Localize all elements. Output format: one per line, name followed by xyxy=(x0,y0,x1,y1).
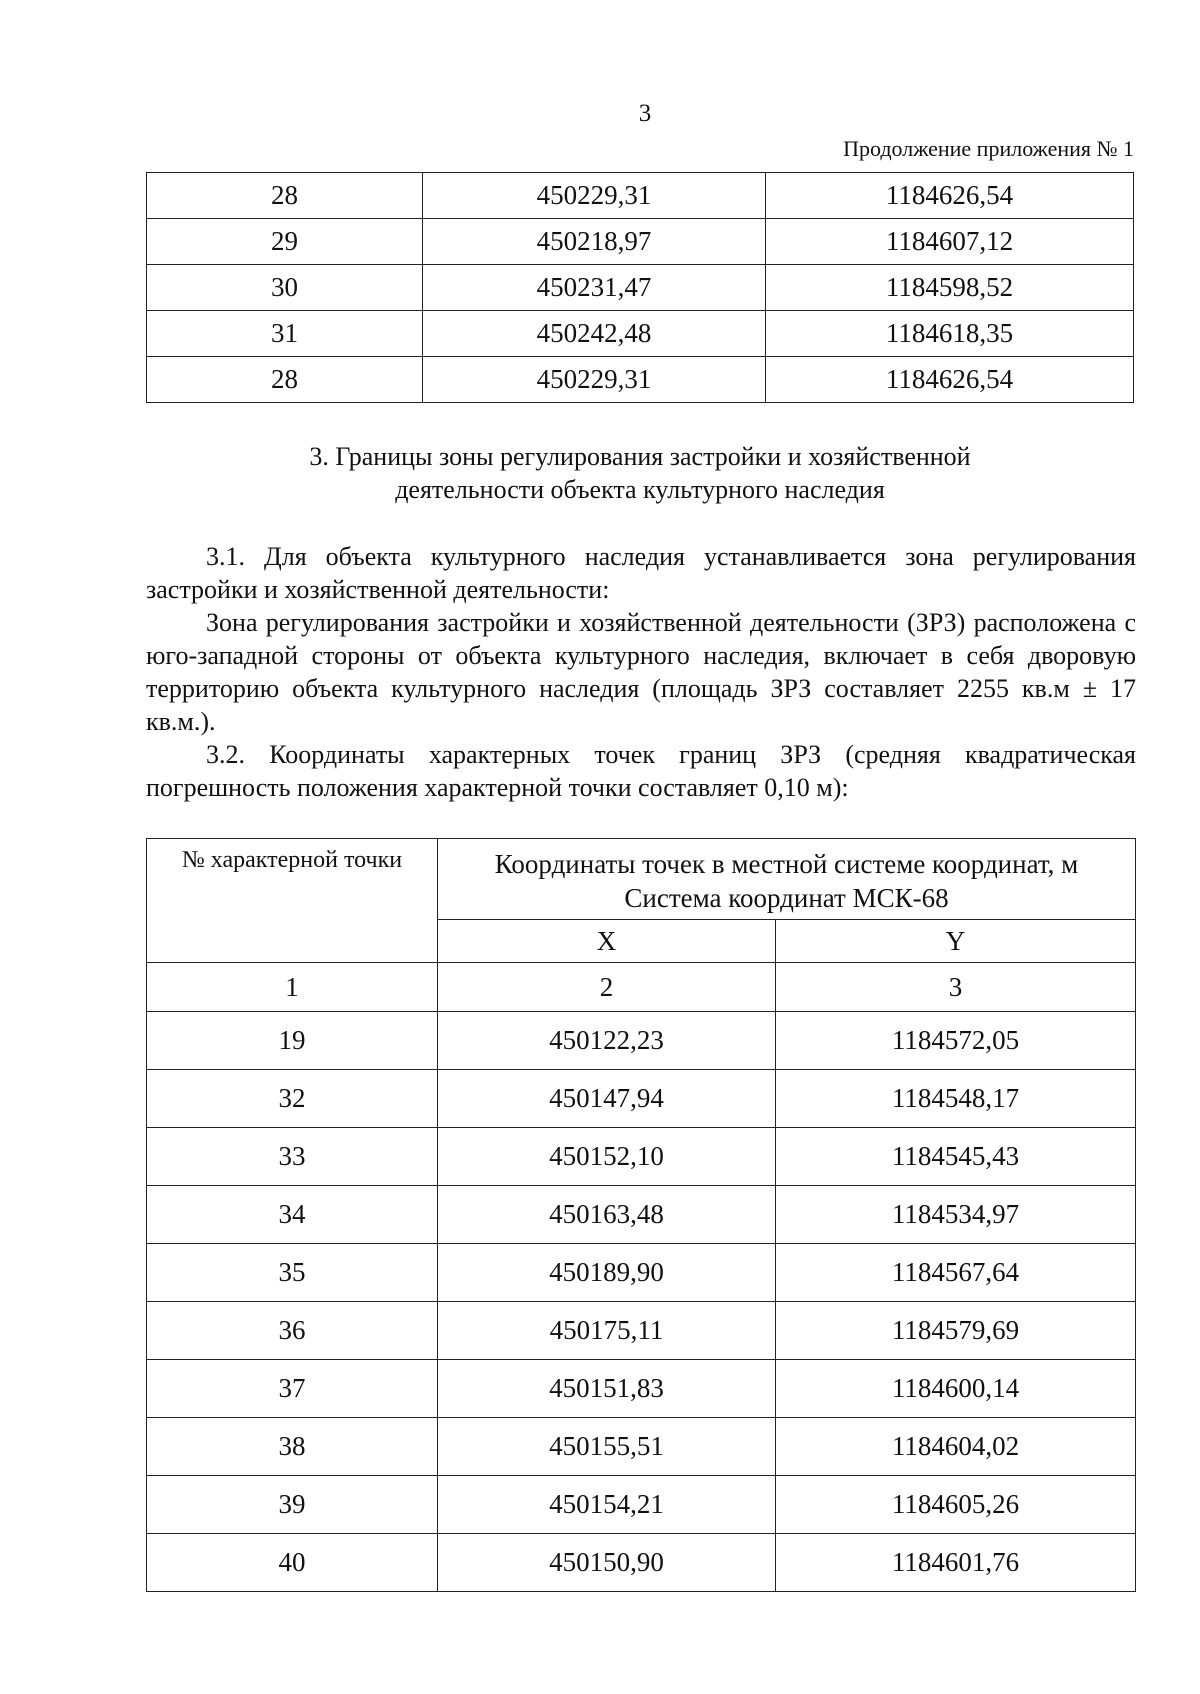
point-number: 30 xyxy=(147,265,423,311)
point-number: 38 xyxy=(147,1418,438,1476)
point-number: 34 xyxy=(147,1186,438,1244)
x-coordinate: 450163,48 xyxy=(438,1186,776,1244)
y-coordinate: 1184548,17 xyxy=(776,1070,1136,1128)
y-coordinate: 1184567,64 xyxy=(776,1244,1136,1302)
y-coordinate: 1184604,02 xyxy=(776,1418,1136,1476)
table-row xyxy=(147,219,1134,265)
point-number: 29 xyxy=(147,219,423,265)
y-coordinate: 1184626,54 xyxy=(766,173,1134,219)
appendix-note: Продолжение приложения № 1 xyxy=(843,136,1134,161)
paragraph-zone-description: Зона регулирования застройки и хозяйственной деятельности (ЗРЗ) расположена с юго-западной стороны от объекта культурного наследия, включает в себя дворовую территорию объекта культурного наследия (площадь ЗРЗ составляет 2255 кв.м ± 17 кв.м.). xyxy=(146,608,1136,736)
table-row xyxy=(147,265,1134,311)
paragraph-3-1: 3.1. Для объекта культурного наследия устанавливается зона регулирования застройки и хозяйственной деятельности: xyxy=(146,542,1136,604)
point-number: 36 xyxy=(147,1302,438,1360)
point-number: 39 xyxy=(147,1476,438,1534)
table-row xyxy=(147,1012,1136,1070)
header-coordinates xyxy=(438,839,1136,920)
top-coordinates-table xyxy=(146,172,1134,403)
table-row xyxy=(147,1302,1136,1360)
x-coordinate: 450152,10 xyxy=(438,1128,776,1186)
x-coordinate: 450122,23 xyxy=(438,1012,776,1070)
x-coordinate: 450229,31 xyxy=(423,357,766,403)
y-coordinate: 1184534,97 xyxy=(776,1186,1136,1244)
point-number: 31 xyxy=(147,311,423,357)
table-row xyxy=(147,1244,1136,1302)
x-coordinate: 450147,94 xyxy=(438,1070,776,1128)
y-coordinate: 1184626,54 xyxy=(766,357,1134,403)
header-x: X xyxy=(438,920,776,963)
column-index: 1 xyxy=(147,963,438,1012)
x-coordinate: 450218,97 xyxy=(423,219,766,265)
table-row xyxy=(147,1360,1136,1418)
y-coordinate: 1184572,05 xyxy=(776,1012,1136,1070)
x-coordinate: 450154,21 xyxy=(438,1476,776,1534)
y-coordinate: 1184598,52 xyxy=(766,265,1134,311)
table-row xyxy=(147,1418,1136,1476)
table-row xyxy=(147,311,1134,357)
y-coordinate: 1184579,69 xyxy=(776,1302,1136,1360)
table-row xyxy=(147,173,1134,219)
header-coordinates-line: Координаты точек в местной системе координат, м xyxy=(494,849,1079,879)
column-index: 2 xyxy=(438,963,776,1012)
table-row xyxy=(147,1476,1136,1534)
point-number: 40 xyxy=(147,1534,438,1592)
section-body xyxy=(146,540,1136,804)
table-header-row xyxy=(147,839,1136,920)
x-coordinate: 450151,83 xyxy=(438,1360,776,1418)
table-row xyxy=(147,1070,1136,1128)
x-coordinate: 450155,51 xyxy=(438,1418,776,1476)
point-number: 32 xyxy=(147,1070,438,1128)
x-coordinate: 450175,11 xyxy=(438,1302,776,1360)
x-coordinate: 450231,47 xyxy=(423,265,766,311)
y-coordinate: 1184600,14 xyxy=(776,1360,1136,1418)
page-number: 3 xyxy=(638,100,652,127)
x-coordinate: 450189,90 xyxy=(438,1244,776,1302)
x-coordinate: 450242,48 xyxy=(423,311,766,357)
header-coordinate-system: Система координат МСК-68 xyxy=(624,883,949,913)
point-number: 19 xyxy=(147,1012,438,1070)
paragraph-3-2: 3.2. Координаты характерных точек границ ЗРЗ (средняя квадратическая погрешность положения характерной точки составляет 0,10 м): xyxy=(146,740,1136,802)
section-heading xyxy=(146,440,1134,506)
point-number: 33 xyxy=(147,1128,438,1186)
x-coordinate: 450229,31 xyxy=(423,173,766,219)
point-number: 37 xyxy=(147,1360,438,1418)
point-number: 35 xyxy=(147,1244,438,1302)
table-row xyxy=(147,1186,1136,1244)
point-number: 28 xyxy=(147,173,423,219)
y-coordinate: 1184601,76 xyxy=(776,1534,1136,1592)
table-row xyxy=(147,1128,1136,1186)
zrz-coordinates-table xyxy=(146,838,1136,1592)
column-index: 3 xyxy=(776,963,1136,1012)
section-heading-line: деятельности объекта культурного наследия xyxy=(395,475,885,504)
x-coordinate: 450150,90 xyxy=(438,1534,776,1592)
y-coordinate: 1184605,26 xyxy=(776,1476,1136,1534)
table-row xyxy=(147,357,1134,403)
column-index-row xyxy=(147,963,1136,1012)
header-point-number: № характерной точки xyxy=(147,839,438,963)
y-coordinate: 1184618,35 xyxy=(766,311,1134,357)
y-coordinate: 1184545,43 xyxy=(776,1128,1136,1186)
header-y: Y xyxy=(776,920,1136,963)
y-coordinate: 1184607,12 xyxy=(766,219,1134,265)
section-heading-line: 3. Границы зоны регулирования застройки и хозяйственной xyxy=(309,442,971,471)
point-number: 28 xyxy=(147,357,423,403)
table-row xyxy=(147,1534,1136,1592)
